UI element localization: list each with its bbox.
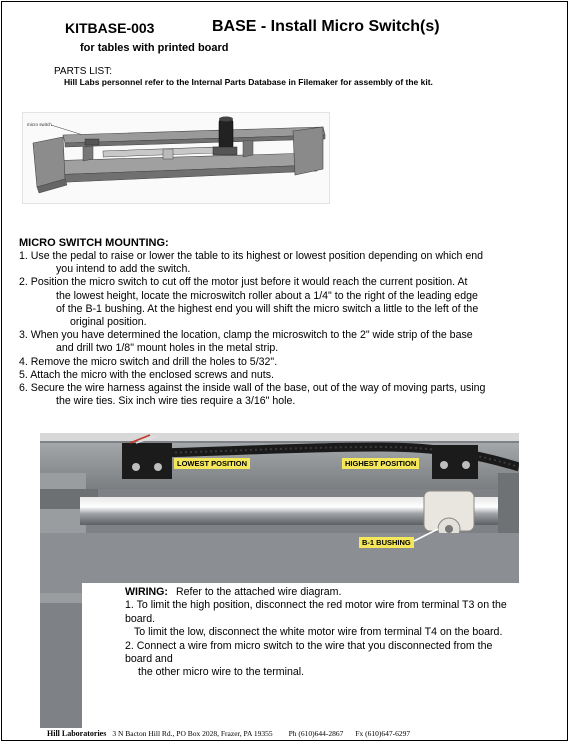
mounting-line-6: original position. (70, 316, 147, 329)
footer-phone: Ph (610)644-2867 (288, 729, 344, 738)
footer-brand: Hill Laboratories (47, 729, 107, 738)
footer-address: 3 N Bacton Hill Rd., PO Box 2028, Frazer, PA 19355 (112, 729, 273, 738)
document-subtitle: for tables with printed board (80, 42, 229, 54)
wiring-intro: Refer to the attached wire diagram. (175, 586, 342, 598)
lowest-position-label: LOWEST POSITION (174, 458, 250, 469)
base-frame-diagram (22, 112, 330, 204)
mounting-line-11: 6. Secure the wire harness against the inside wall of the base, out of the way of moving parts, using (19, 382, 486, 395)
mounting-steps (19, 250, 549, 408)
base-frame-drawing (23, 113, 329, 203)
parts-list-label: PARTS LIST: (54, 66, 112, 77)
page (1, 1, 568, 741)
b1-bushing-label: B-1 BUSHING (359, 537, 414, 548)
diagram-label: micro switch (27, 122, 52, 127)
mounting-line-8: and drill two 1/8" mount holes in the metal strip. (56, 342, 279, 355)
highest-position-label: HIGHEST POSITION (342, 458, 419, 469)
mounting-line-3: 2. Position the micro switch to cut off the motor just before it would reach the current position. At (19, 276, 468, 289)
wiring-line-4: the other micro wire to the terminal. (138, 666, 305, 679)
mounting-line-2: you intend to add the switch. (56, 263, 191, 276)
mounting-line-9: 4. Remove the micro switch and drill the holes to 5/32". (19, 355, 278, 368)
footer (47, 729, 414, 738)
mounting-line-4: the lowest height, locate the microswitch roller about a 1/4" to the right of the leading edge (56, 289, 478, 302)
wiring-line-3: 2. Connect a wire from micro switch to the wire that you disconnected from the board and (125, 639, 493, 666)
mounting-line-10: 5. Attach the micro with the enclosed screws and nuts. (19, 368, 274, 381)
installation-photo (40, 433, 519, 728)
mounting-line-7: 3. When you have determined the location, clamp the microswitch to the 2" wide strip of the base (19, 329, 473, 342)
wiring-section (82, 583, 519, 728)
footer-fax: Fx (610)647-6297 (355, 729, 411, 738)
mounting-line-5: of the B-1 bushing. At the highest end you will shift the micro switch a little to the left of the (56, 302, 479, 315)
wiring-heading: WIRING: (125, 586, 168, 598)
mounting-line-12: the wire ties. Six inch wire ties require a 3/16" hole. (56, 395, 296, 408)
document-code: KITBASE-003 (65, 20, 155, 36)
wiring-line-2: To limit the low, disconnect the white motor wire from terminal T4 on the board. (134, 626, 503, 639)
mounting-heading: MICRO SWITCH MOUNTING: (19, 237, 169, 249)
parts-list-note: Hill Labs personnel refer to the Internal Parts Database in Filemaker for assembly of the kit. (64, 77, 433, 87)
wiring-line-1: 1. To limit the high position, disconnect the red motor wire from terminal T3 on the board. (125, 599, 507, 625)
mounting-line-1: 1. Use the pedal to raise or lower the table to its highest or lowest position depending on which end (19, 250, 484, 262)
document-title: BASE - Install Micro Switch(s) (212, 18, 440, 35)
